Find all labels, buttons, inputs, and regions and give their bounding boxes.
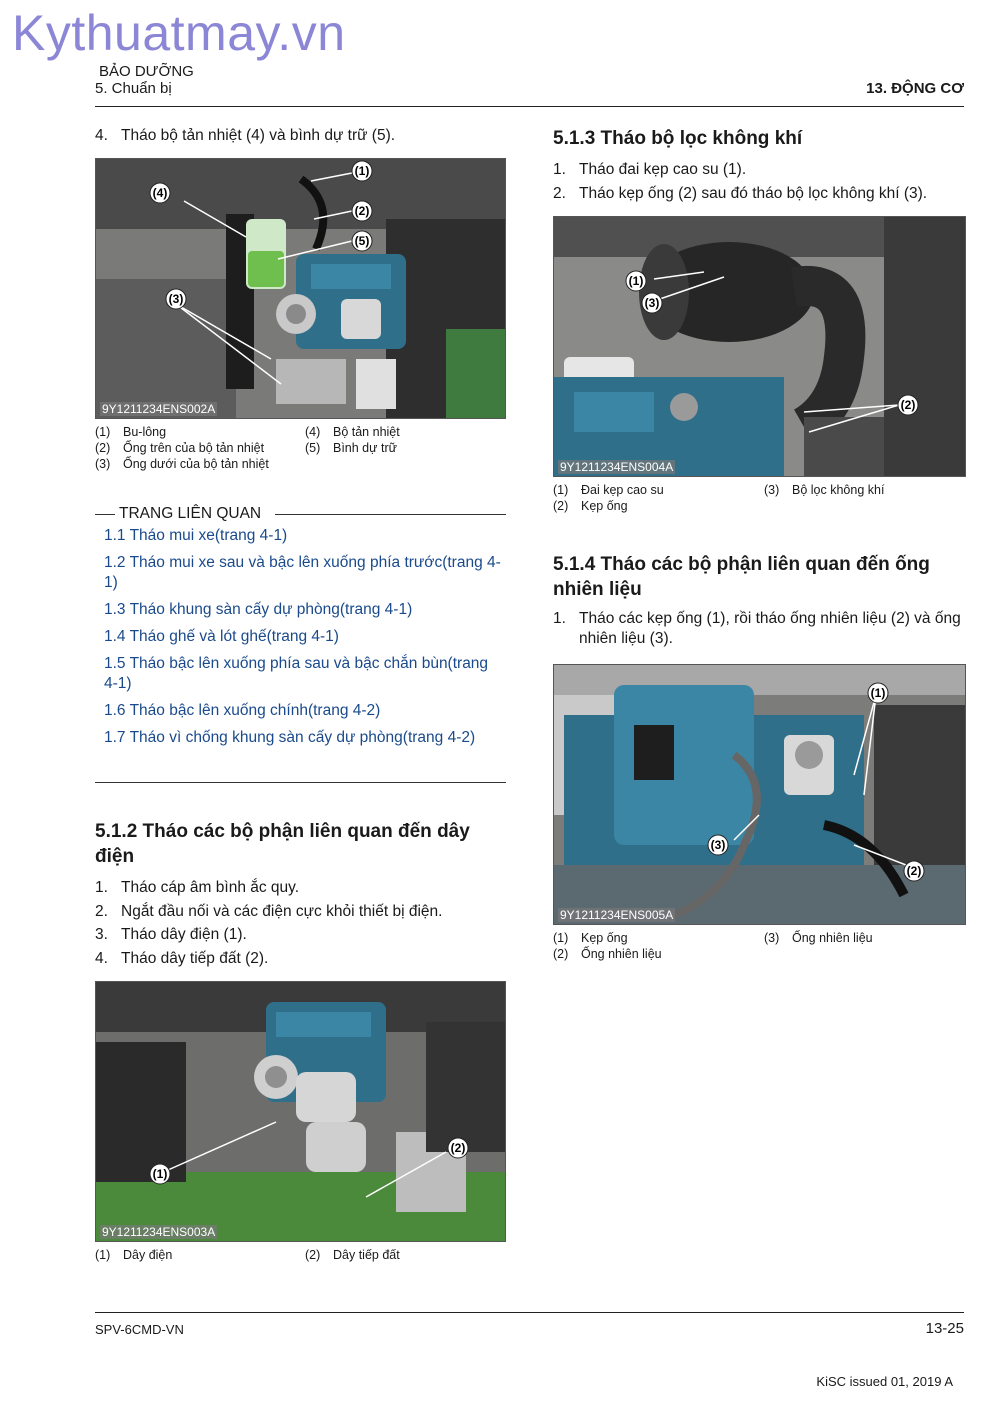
header-section: BẢO DƯỠNG (99, 63, 194, 80)
caption-item: (1) Bu-lông (95, 425, 167, 439)
caption-item: (1) Kẹp ống (553, 931, 628, 945)
callout-3 (642, 293, 662, 313)
step-item: 1. Tháo đai kẹp cao su (1). (553, 161, 747, 178)
step-number: 4. (95, 127, 108, 144)
svg-text:(2): (2) (906, 864, 922, 878)
svg-text:(3): (3) (644, 296, 660, 310)
svg-text:(4): (4) (152, 186, 168, 200)
photo-id: 9Y1211234ENS005A (560, 908, 674, 922)
divider (95, 514, 115, 515)
caption-item: (3) Ống nhiên liệu (764, 931, 873, 945)
svg-text:(1): (1) (628, 274, 644, 288)
callout-2 (898, 395, 918, 415)
caption-item: (3) Ống dưới của bộ tản nhiệt (95, 457, 269, 471)
footer-rule (95, 1312, 964, 1313)
caption-item: (1) Đai kẹp cao su (553, 483, 664, 497)
callout-1 (626, 271, 646, 291)
issue-note: KiSC issued 01, 2019 A (816, 1374, 953, 1389)
photo-id: 9Y1211234ENS002A (102, 402, 216, 416)
related-pages (95, 504, 506, 755)
photo-fuel-hose (553, 664, 966, 925)
callout-1 (352, 161, 372, 181)
section-title: 5.1.3 Tháo bộ lọc không khí (553, 128, 803, 149)
step-item: 1. Tháo cáp âm bình ắc quy. (95, 879, 300, 896)
svg-text:(1): (1) (152, 1167, 168, 1181)
captions-fuel-hose (553, 930, 966, 964)
photo-id: 9Y1211234ENS004A (560, 460, 674, 474)
divider (95, 782, 506, 783)
callout-3 (708, 835, 728, 855)
header-chapter: 13. ĐỘNG CƠ (866, 80, 964, 97)
callout-5 (352, 231, 372, 251)
photo-radiator (95, 158, 506, 419)
captions-air-filter (553, 482, 966, 516)
svg-text:(3): (3) (168, 292, 184, 306)
caption-item: (4) Bộ tản nhiệt (305, 425, 400, 439)
photo-wiring (95, 981, 506, 1242)
caption-item: (1) Dây điện (95, 1248, 173, 1262)
step-remove-radiator (95, 124, 506, 148)
related-link[interactable]: 1.5 Tháo bậc lên xuống phía sau và bậc chắn bùn(trang 4-1) (104, 655, 489, 692)
related-link[interactable]: 1.4 Tháo ghế và lót ghế(trang 4-1) (104, 628, 339, 645)
callout-2 (352, 201, 372, 221)
related-link[interactable]: 1.6 Tháo bậc lên xuống chính(trang 4-2) (104, 702, 381, 719)
callout-1 (868, 683, 888, 703)
callout-1 (150, 1164, 170, 1184)
callout-4 (150, 183, 170, 203)
section-fuel-hose (553, 552, 966, 649)
related-title: TRANG LIÊN QUAN (119, 505, 265, 523)
caption-item: (5) Bình dự trữ (305, 441, 397, 455)
callout-2 (448, 1138, 468, 1158)
step-item: 1. Tháo các kẹp ống (1), rồi tháo ống nhiên liệu (2) và ống nhiên liệu (3). (553, 610, 961, 647)
svg-text:(5): (5) (354, 234, 370, 248)
document-code: SPV-6CMD-VN (95, 1322, 184, 1337)
watermark: Kythuatmay.vn (12, 5, 346, 61)
step-item: 3. Tháo dây điện (1). (95, 926, 247, 943)
related-link[interactable]: 1.2 Tháo mui xe sau và bậc lên xuống phía trước(trang 4-1) (104, 554, 501, 591)
svg-text:(2): (2) (900, 398, 916, 412)
header-rule (95, 106, 964, 107)
section-title: 5.1.4 Tháo các bộ phận liên quan đến ống nhiên liệu (553, 554, 930, 600)
step-item: 4. Tháo dây tiếp đất (2). (95, 949, 269, 967)
section-title: 5.1.2 Tháo các bộ phận liên quan đến dây điện (95, 821, 470, 867)
svg-text:(3): (3) (710, 838, 726, 852)
step-text: Tháo bộ tản nhiệt (4) và bình dự trữ (5). (121, 127, 396, 144)
page-number: 13-25 (925, 1320, 964, 1337)
divider (275, 514, 506, 515)
caption-item: (2) Dây tiếp đất (305, 1248, 400, 1262)
svg-text:(2): (2) (450, 1141, 466, 1155)
svg-text:(1): (1) (870, 686, 886, 700)
related-link[interactable]: 1.7 Tháo vì chống khung sàn cấy dự phòng(trang 4-2) (104, 729, 476, 746)
captions-radiator (95, 424, 506, 476)
caption-item: (2) Kẹp ống (553, 499, 628, 513)
header-subsection: 5. Chuẩn bị (95, 80, 172, 97)
caption-item: (3) Bộ lọc không khí (764, 483, 885, 497)
svg-text:(1): (1) (354, 164, 370, 178)
photo-id: 9Y1211234ENS003A (102, 1225, 216, 1239)
step-item: 2. Ngắt đầu nối và các điện cực khỏi thiết bị điện. (95, 902, 443, 920)
photo-air-filter (553, 216, 966, 477)
section-air-filter (553, 126, 966, 205)
callout-2 (904, 861, 924, 881)
caption-item: (2) Ống trên của bộ tản nhiệt (95, 441, 265, 455)
related-link[interactable]: 1.1 Tháo mui xe(trang 4-1) (104, 527, 288, 544)
callout-3 (166, 289, 186, 309)
step-item: 2. Tháo kẹp ống (2) sau đó tháo bộ lọc không khí (3). (553, 184, 928, 202)
caption-item: (2) Ống nhiên liệu (553, 947, 662, 961)
captions-wiring (95, 1247, 506, 1265)
svg-text:(2): (2) (354, 204, 370, 218)
related-link[interactable]: 1.3 Tháo khung sàn cấy dự phòng(trang 4-1) (104, 601, 413, 618)
section-wiring (95, 819, 506, 970)
